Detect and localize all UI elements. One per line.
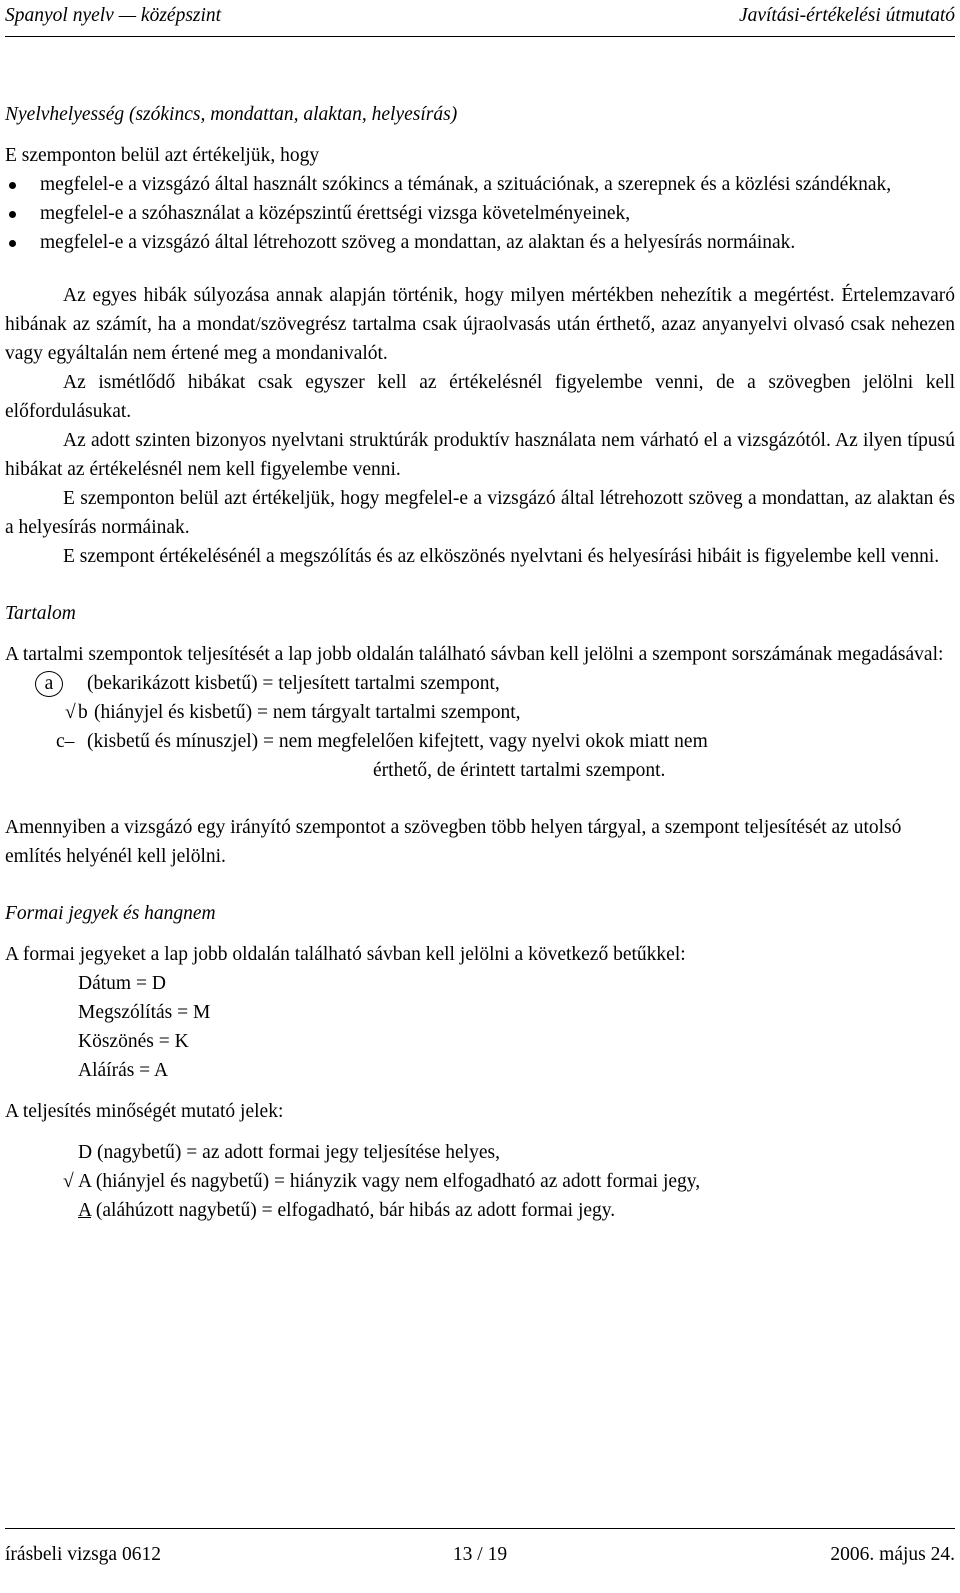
page-number: 13 / 19 (452, 1544, 508, 1565)
quality-text: D (nagybetű) = az adott formai jegy teljesítése helyes, (78, 1142, 500, 1163)
check-icon: √ (63, 1171, 74, 1192)
legend-letter: b (78, 702, 88, 723)
section-title-nyelvhelyesseg: Nyelvhelyesség (szókincs, mondattan, alaktan, helyesírás) (5, 104, 458, 125)
legend-row (5, 698, 955, 727)
section-title-tartalom: Tartalom (5, 603, 76, 624)
paragraph: Az ismétlődő hibákat csak egyszer kell az értékelésnél figyelembe venni, de a szövegben jelölni kell előfordulásukat. (5, 372, 955, 422)
header-doc-title: Javítási-értékelési útmutató (738, 5, 955, 26)
footer-date: 2006. május 24. (830, 1544, 955, 1565)
list-item: Aláírás = A (78, 1060, 169, 1081)
paragraph: E szempont értékelésénél a megszólítás és az elköszönés nyelvtani és helyesírási hibáit is figyelembe kell venni. (63, 546, 940, 567)
list-item (5, 1138, 955, 1167)
legend-row (5, 756, 955, 785)
paragraph: E szemponton belül azt értékeljük, hogy megfelel-e a vizsgázó által létrehozott szöveg a mondattan, az alaktan és a helyesírás normáinak. (5, 488, 955, 538)
legend-text: érthető, de érintett tartalmi szempont. (373, 760, 666, 781)
legend-text: (bekarikázott kisbetű) = teljesített tartalmi szempont, (87, 673, 500, 694)
paragraph: Az adott szinten bizonyos nyelvtani struktúrák produktív használata nem várható el a vizsgázótól. Az ilyen típusú hibákat az értékelésnél nem kell figyelembe venni. (5, 430, 955, 480)
page-header (5, 0, 955, 37)
section-intro: A tartalmi szempontok teljesítését a lap jobb oldalán található sávban kell jelölni a szempont sorszámának megadásával: (5, 644, 944, 665)
list-item: Köszönés = K (78, 1031, 189, 1052)
form-codes-list (5, 969, 955, 1085)
quality-marks-list (5, 1138, 955, 1225)
header-subject: Spanyol nyelv — középszint (5, 5, 222, 26)
legend-mark: c– (56, 731, 75, 752)
circled-letter-mark: a (35, 671, 63, 697)
paragraph: Az egyes hibák súlyozása annak alapján történik, hogy milyen mértékben nehezítik a megértést. Értelemzavaró hibának az számít, ha a mondat/szövegrész tartalma csak újraolvasás után érthető, azaz anyanyelvi olvasó csak nehezen vagy egyáltalán nem értené meg a mondanivalót. (5, 285, 955, 364)
quality-text: A (hiányjel és nagybetű) = hiányzik vagy nem elfogadható az adott formai jegy, (78, 1171, 701, 1192)
list-item: megfelel-e a szóhasználat a középszintű érettségi vizsga követelményeinek, (5, 199, 955, 228)
footer-exam: írásbeli vizsga 0612 (5, 1544, 161, 1565)
legend-row (5, 727, 955, 756)
section-intro: E szemponton belül azt értékeljük, hogy (5, 145, 320, 166)
footer-rule (5, 1528, 955, 1529)
legend-text: (kisbetű és mínuszjel) = nem megfelelően kifejtett, vagy nyelvi okok miatt nem (87, 731, 708, 752)
quality-title: A teljesítés minőségét mutató jelek: (5, 1101, 284, 1122)
criteria-list (5, 170, 955, 257)
content-marks-legend (5, 669, 955, 785)
list-item: megfelel-e a vizsgázó által létrehozott szöveg a mondattan, az alaktan és a helyesírás normáinak. (5, 228, 955, 257)
list-item: Megszólítás = M (78, 1002, 211, 1023)
page-footer (5, 1540, 955, 1570)
legend-row (5, 669, 955, 698)
quality-text: (aláhúzott nagybetű) = elfogadható, bár hibás az adott formai jegy. (91, 1200, 616, 1221)
section-title-formai-jegyek: Formai jegyek és hangnem (5, 903, 216, 924)
list-item (5, 1196, 955, 1225)
section-intro: A formai jegyeket a lap jobb oldalán található sávban kell jelölni a következő betűkkel: (5, 944, 686, 965)
paragraph: Amennyiben a vizsgázó egy irányító szempontot a szövegben több helyen tárgyal, a szempont teljesítését az utolsó említés helyénél kell jelölni. (5, 817, 902, 867)
page-body (5, 100, 955, 1225)
list-item (5, 1167, 955, 1196)
check-icon: √ (65, 702, 76, 723)
list-item: Dátum = D (78, 973, 166, 994)
legend-text: (hiányjel és kisbetű) = nem tárgyalt tartalmi szempont, (94, 702, 521, 723)
underlined-letter-mark: A (78, 1200, 92, 1221)
list-item: megfelel-e a vizsgázó által használt szókincs a témának, a szituációnak, a szerepnek és a közlési szándéknak, (5, 170, 955, 199)
